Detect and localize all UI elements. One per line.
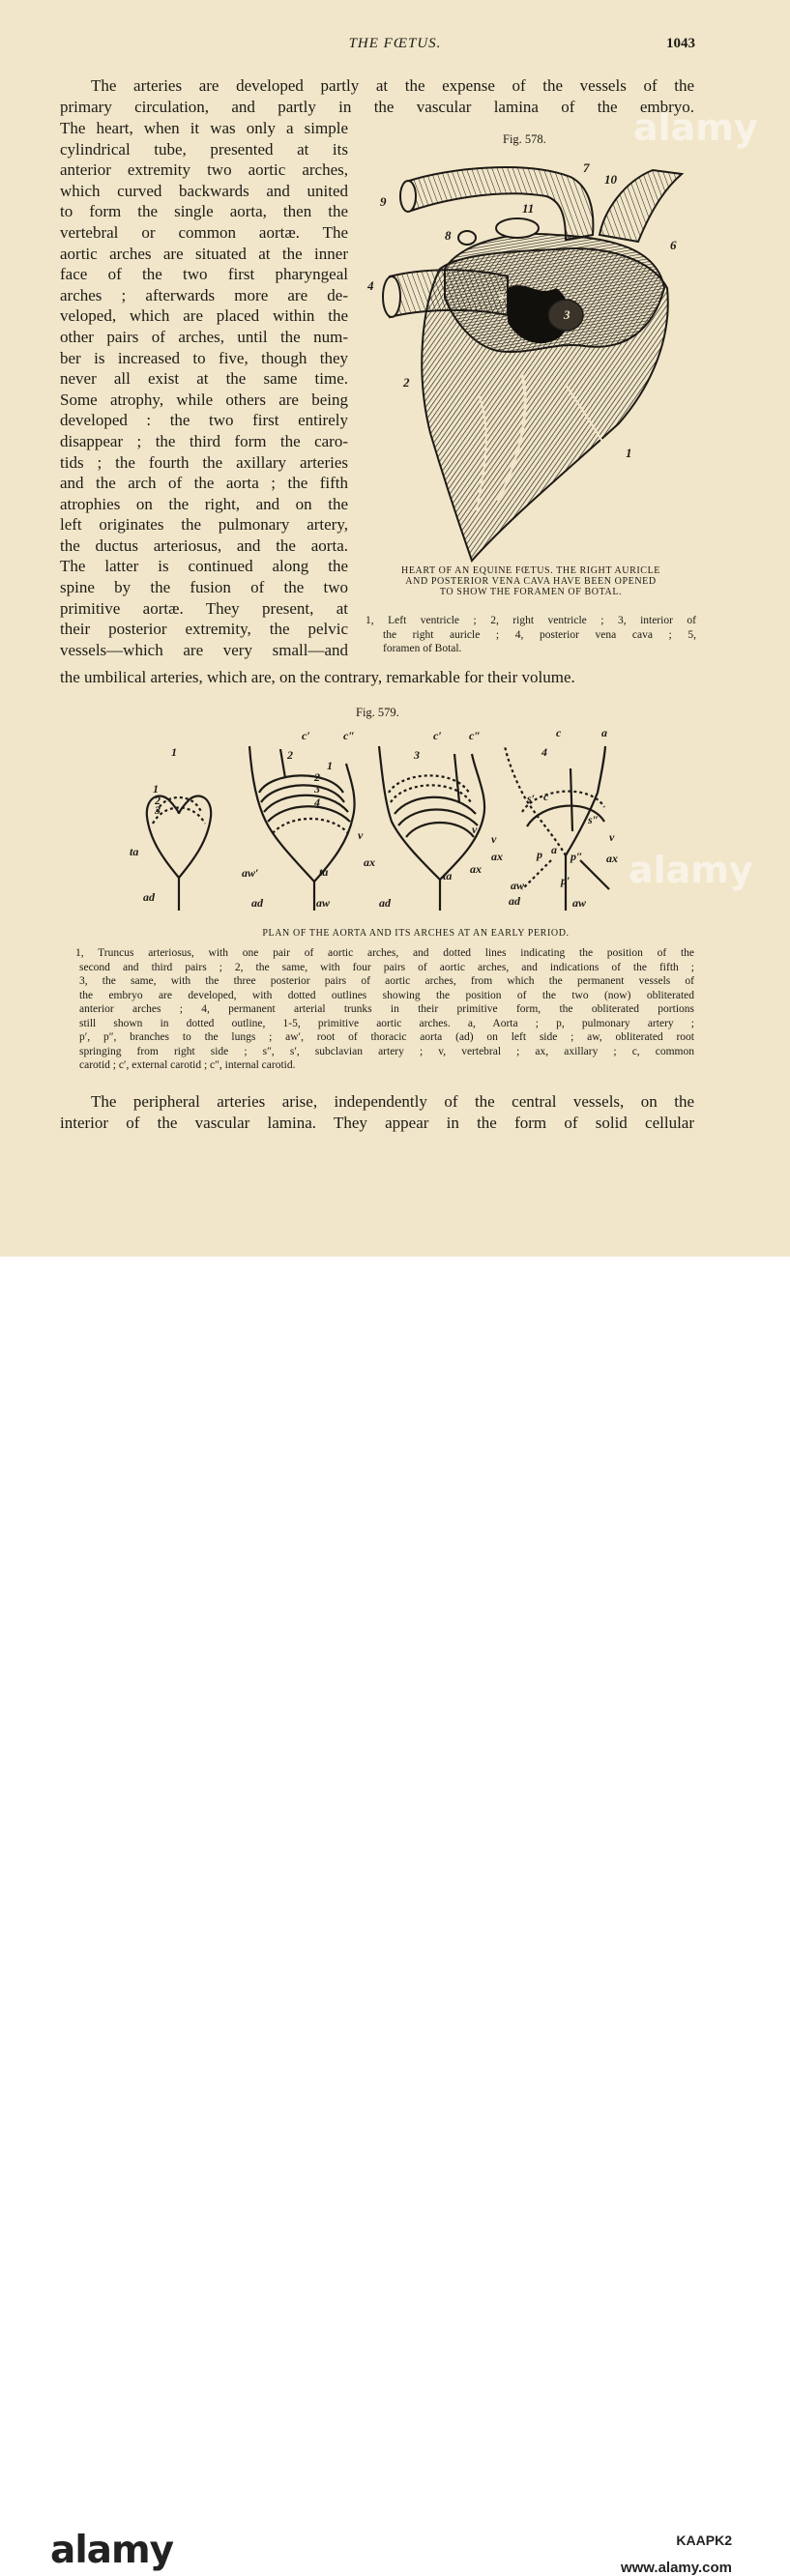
text-line: ber is increased to five, though they	[60, 348, 348, 367]
diagram-label: aw	[572, 896, 587, 910]
text-line: disappear ; the third form the caro-	[60, 431, 348, 450]
diagram-label: aw	[316, 896, 331, 910]
text-line: arches ; afterwards more are de-	[60, 285, 348, 304]
heart-number-label: 5	[498, 288, 505, 303]
watermark: alamy	[633, 106, 758, 149]
text-line: never all exist at the same time.	[60, 369, 348, 389]
diagram-label: 4	[541, 745, 547, 759]
diagram-label: c	[556, 726, 562, 739]
paragraph-peripheral	[60, 1091, 694, 1133]
legend-line: p′, p″, branches to the lungs ; aw′, root of thoracic aorta (ad) on left side ; aw, obliterated root	[79, 1031, 694, 1043]
text-line: and the arch of the aorta ; the fifth	[60, 474, 348, 493]
text-line: face of the two first pharyngeal	[60, 265, 348, 284]
text-line: The latter is continued along the	[60, 557, 348, 576]
diagram-label: ax	[606, 852, 618, 865]
caption-line: HEART OF AN EQUINE FŒTUS. THE RIGHT AURICLE	[401, 565, 660, 576]
legend-line: foramen of Botal.	[383, 643, 462, 654]
heart-number-label: 3	[564, 307, 571, 322]
diagram-label: a	[551, 843, 557, 856]
diagram-label: 2	[314, 770, 320, 784]
fig-579-legend	[75, 946, 694, 1073]
stage-2-diagram	[249, 746, 355, 911]
diagram-label: ax	[364, 855, 375, 869]
diagram-label: s′	[527, 792, 536, 805]
diagram-label: 1	[327, 759, 333, 772]
text-line: tids ; the fourth the axillary arteries	[60, 452, 348, 472]
diagram-label: 2	[287, 748, 293, 762]
stock-footer	[0, 1257, 790, 2576]
legend-line: 1, Truncus arteriosus, with one pair of aortic arches, and dotted lines indicating the position of the	[75, 947, 694, 959]
vena-cava	[390, 270, 508, 317]
legend-line: 1, Left ventricle ; 2, right ventricle ; 3, interior of	[366, 615, 696, 626]
text-line: Some atrophy, while others are being	[60, 390, 348, 409]
diagram-label: c″	[343, 729, 355, 742]
diagram-label: c′	[433, 729, 442, 742]
legend-line: the right auricle ; 4, posterior vena cava ; 5,	[383, 628, 696, 641]
diagram-label: s″	[588, 813, 600, 826]
text-line: interior of the vascular lamina. They appear in the form of solid cellular	[60, 1113, 694, 1132]
diagram-label: 3	[155, 803, 161, 817]
heart-number-label: 9	[380, 194, 387, 209]
heart-illustration	[363, 153, 696, 564]
legend-line: still shown in dotted outline, 1-5, primitive aortic arches. a, Aorta ; p, pulmonary artery ;	[79, 1017, 694, 1029]
text-line: spine by the fusion of the two	[60, 578, 348, 597]
running-title: THE FŒTUS.	[348, 36, 442, 51]
diagram-label: 3	[314, 782, 320, 796]
legend-line: springing from right side ; s″, s′, subclavian artery ; v, vertebral ; ax, axillary ; c, common	[79, 1045, 694, 1057]
text-line: their posterior extremity, the pelvic	[60, 620, 348, 639]
diagram-label: ax	[470, 862, 482, 876]
diagram-label: 1	[171, 745, 177, 759]
diagram-label: c′	[302, 729, 310, 742]
text-line: other pairs of arches, until the num-	[60, 327, 348, 346]
image-id: KAAPK2	[676, 2533, 732, 2548]
caption-line: AND POSTERIOR VENA CAVA HAVE BEEN OPENED	[405, 576, 657, 587]
text-line: veloped, which are placed within the	[60, 306, 348, 326]
legend-line: carotid ; c′, external carotid ; c″, internal carotid.	[79, 1059, 296, 1071]
heart-number-label: 10	[604, 172, 617, 187]
diagram-label: v	[472, 823, 478, 836]
paragraph-intro	[60, 75, 694, 117]
diagram-label: 2	[155, 794, 161, 807]
fig-579-label: Fig. 579.	[356, 706, 399, 719]
diagram-label: c	[543, 790, 549, 803]
text-line: to form the single aorta, then the	[60, 202, 348, 221]
legend-line: 3, the same, with the three posterior pairs of aortic arches, from which the permanent vessels of	[79, 975, 694, 987]
text-line: primary circulation, and partly in the vascular lamina of the embryo.	[60, 97, 694, 116]
heart-number-label: 4	[367, 278, 374, 293]
alamy-logo: alamy	[50, 2529, 174, 2572]
text-line: which curved backwards and united	[60, 181, 348, 200]
legend-line: the embryo are developed, with dotted outlines showing the position of the two (now) obliterated	[79, 989, 694, 1001]
stage-3-diagram	[379, 746, 484, 911]
heart-number-label: 1	[626, 446, 632, 460]
heart-number-label: 2	[403, 375, 410, 390]
diagram-label: ax	[491, 850, 503, 863]
diagram-label: a	[601, 726, 607, 739]
text-line: primitive aortæ. They present, at	[60, 598, 348, 618]
paragraph-full-line	[60, 667, 694, 688]
caption-line: TO SHOW THE FORAMEN OF BOTAL.	[439, 587, 623, 597]
text-line: the umbilical arteries, which are, on the contrary, remarkable for their volume.	[60, 668, 575, 686]
diagram-label: p″	[571, 850, 583, 863]
paragraph-column	[60, 118, 348, 660]
text-line: the ductus arteriosus, and the aorta.	[60, 535, 348, 555]
heart-number-label: 8	[445, 228, 452, 243]
text-line: vessels—which are very small—and	[60, 640, 348, 659]
diagram-label: p′	[561, 874, 571, 887]
fig-578-caption	[366, 565, 696, 597]
fig-578-legend	[366, 614, 696, 656]
vessel-opening-8	[458, 231, 476, 245]
diagram-label: ta	[443, 869, 453, 883]
text-line: developed : the two first entirely	[60, 411, 348, 430]
diagram-label: ad	[509, 894, 520, 908]
heart-number-label: 6	[670, 238, 677, 252]
diagram-label: ad	[143, 890, 155, 904]
diagram-label: 3	[414, 748, 420, 762]
fig-578-label: Fig. 578.	[503, 132, 546, 146]
text-line: cylindrical tube, presented at its	[60, 139, 348, 159]
text-line: vertebral or common aortæ. The	[60, 222, 348, 242]
heart-number-label: 11	[522, 201, 535, 216]
diagram-label: p	[537, 848, 542, 861]
diagram-label: ta	[319, 865, 329, 879]
vena-cava-opening	[383, 276, 400, 317]
text-line: anterior extremity two aortic arches,	[60, 160, 348, 180]
heart-number-label: 7	[583, 160, 590, 175]
text-line: atrophies on the right, and on the	[60, 494, 348, 513]
diagram-label: c″	[469, 729, 481, 742]
text-line: The peripheral arteries arise, independently of the central vessels, on the	[91, 1092, 694, 1111]
text-line: The arteries are developed partly at the expense of the vessels of the	[91, 76, 694, 95]
diagram-label: v	[491, 832, 497, 846]
diagram-label: ta	[130, 845, 139, 858]
diagram-label: 4	[314, 796, 320, 809]
text-line: The heart, when it was only a simple	[60, 119, 348, 137]
legend-line: second and third pairs ; 2, the same, with four pairs of aortic arches, and indications of the fifth ;	[79, 961, 694, 973]
page-number: 1043	[666, 36, 695, 51]
site-url[interactable]: www.alamy.com	[620, 2560, 732, 2576]
small-vessel-11	[496, 218, 539, 238]
diagram-label: v	[358, 828, 364, 842]
aorta-opening	[400, 181, 416, 212]
diagram-label: 1	[153, 782, 159, 796]
diagram-label: aw	[511, 879, 525, 892]
diagram-label: aw′	[242, 866, 259, 880]
text-line: left originates the pulmonary artery,	[60, 515, 348, 535]
diagram-label: ad	[251, 896, 263, 910]
legend-line: anterior arches ; 4, permanent arterial trunks in their primitive form, the obliterated portions	[79, 1003, 694, 1015]
aortic-arches-diagram	[126, 725, 706, 923]
watermark: alamy	[629, 849, 753, 891]
book-page	[0, 0, 790, 1257]
text-line: aortic arches are situated at the inner	[60, 244, 348, 263]
diagram-label: ad	[379, 896, 391, 910]
diagram-label: v	[609, 830, 615, 844]
fig-579-caption: PLAN OF THE AORTA AND ITS ARCHES AT AN EARLY PERIOD.	[262, 928, 570, 939]
